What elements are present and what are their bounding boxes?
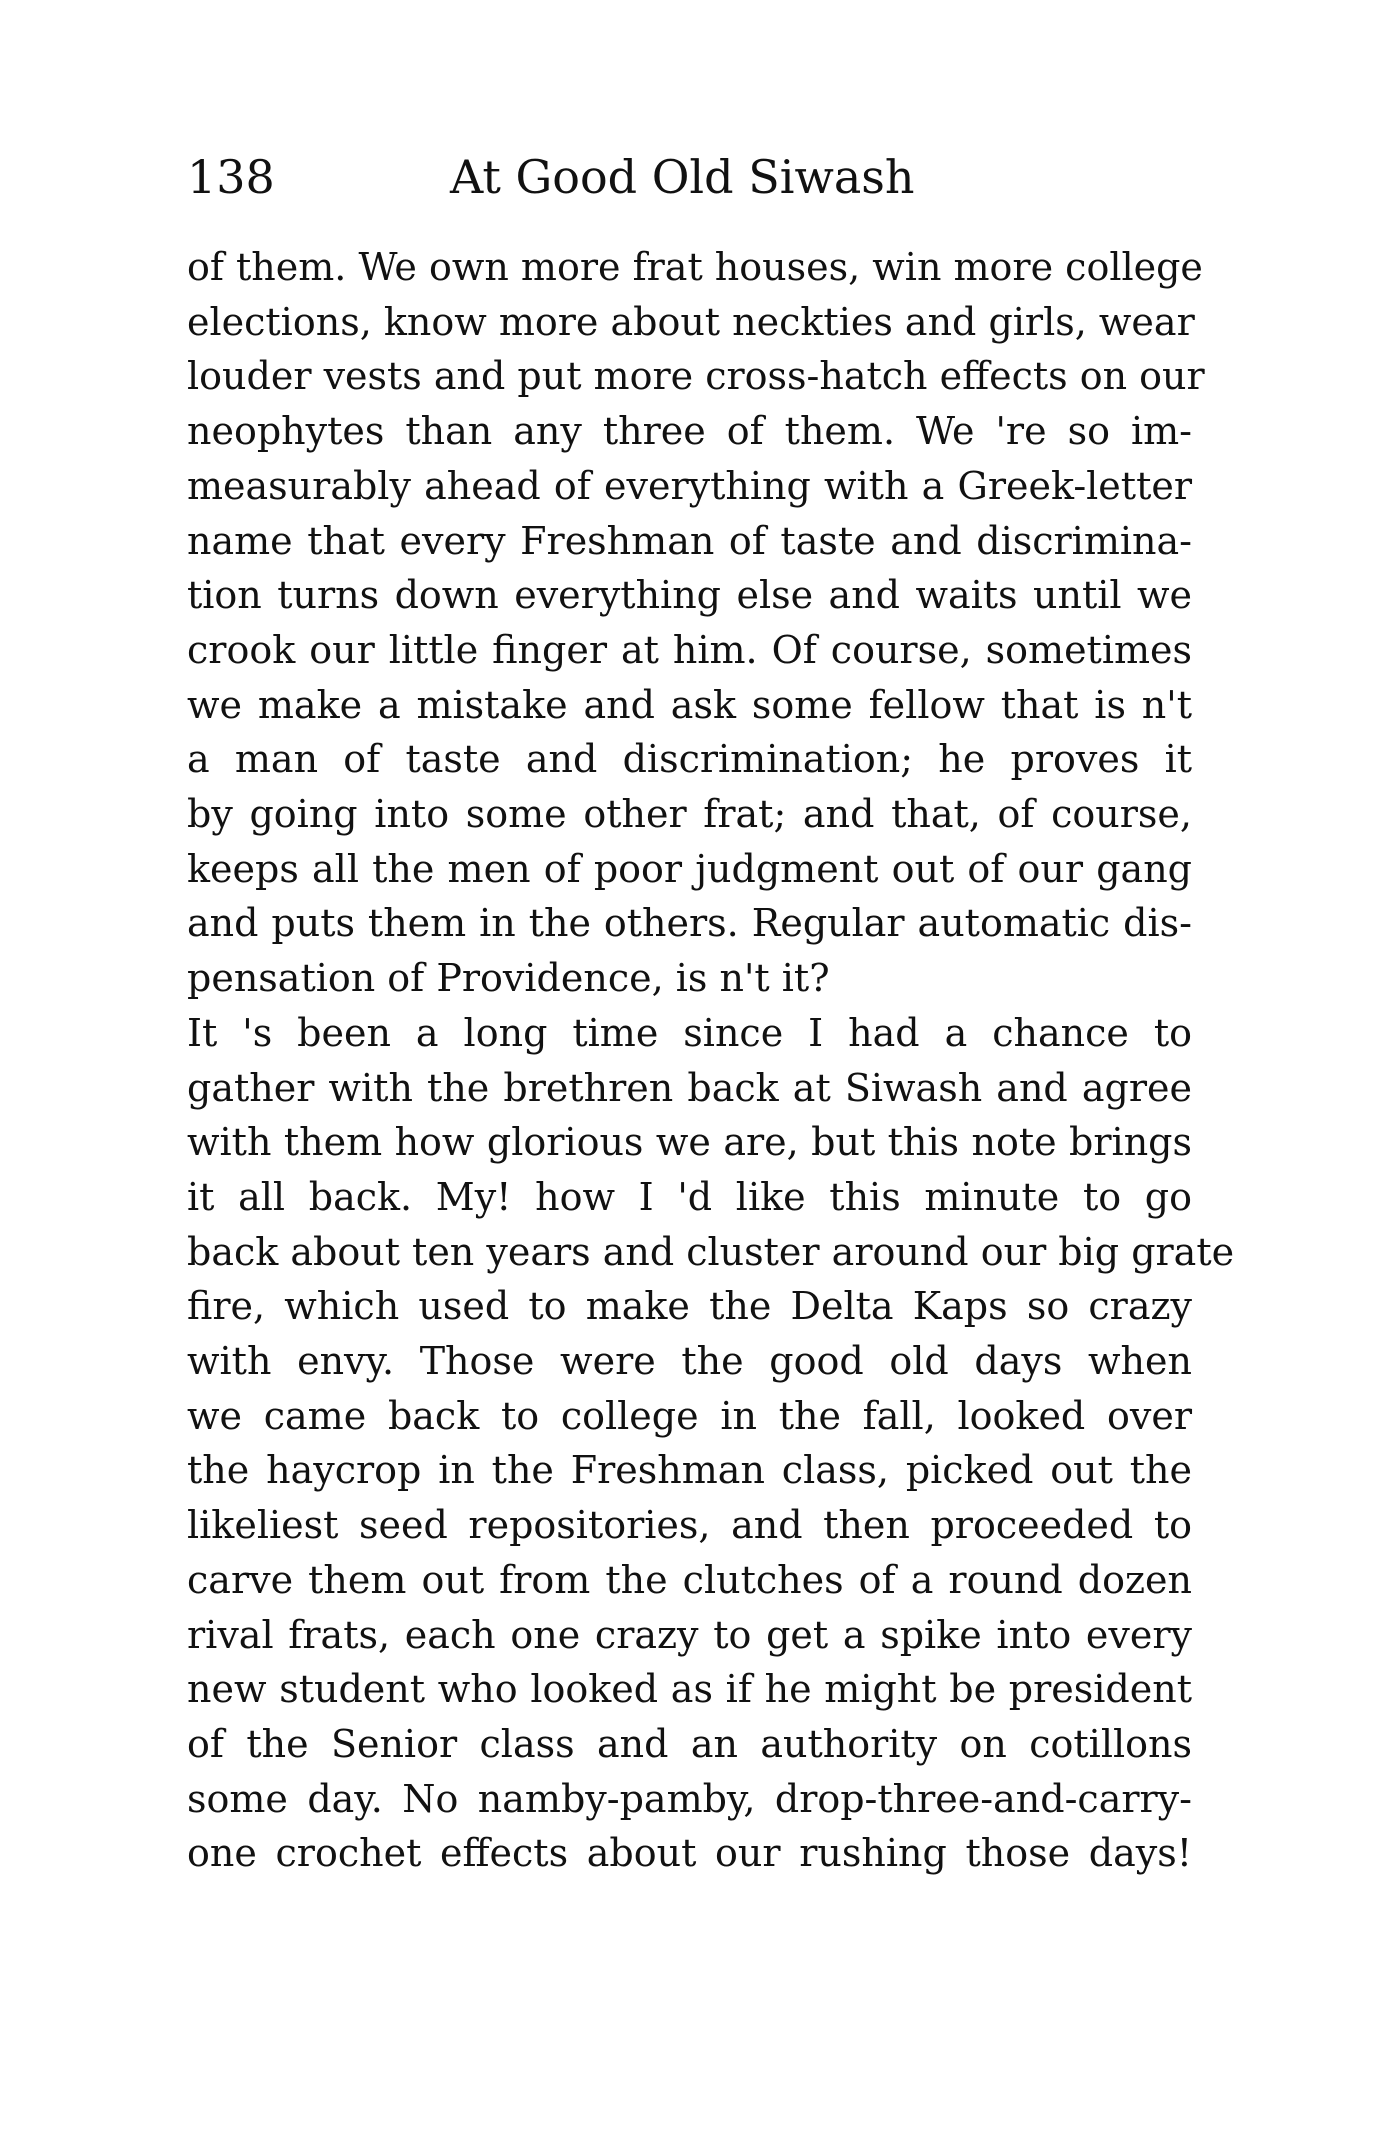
text-line: It 's been a long time since I had a chance to <box>187 1010 1192 1055</box>
text-line: crook our little finger at him. Of course, sometimes <box>187 627 1192 672</box>
text-line: tion turns down everything else and waits until we <box>187 573 1192 618</box>
text-line: fire, which used to make the Delta Kaps so crazy <box>187 1284 1192 1329</box>
text-line: name that every Freshman of taste and discrimina- <box>187 518 1192 563</box>
text-line: back about ten years and cluster around our big grate <box>187 1229 1235 1274</box>
text-line: measurably ahead of everything with a Greek-letter <box>187 463 1192 508</box>
text-line: by going into some other frat; and that, of course, <box>187 792 1192 836</box>
text-line: with them how glorious we are, but this note brings <box>187 1120 1192 1165</box>
text-line: a man of taste and discrimination; he proves it <box>187 737 1192 782</box>
text-line: keeps all the men of poor judgment out of our gang <box>187 846 1192 891</box>
text-line: we came back to college in the fall, looked over <box>187 1393 1192 1438</box>
text-line: of them. We own more frat houses, win more college <box>187 245 1203 289</box>
text-line: the haycrop in the Freshman class, picked out the <box>187 1448 1192 1493</box>
text-line: neophytes than any three of them. We 're so im- <box>187 409 1192 454</box>
text-line: gather with the brethren back at Siwash and agree <box>187 1065 1192 1110</box>
text-line: new student who looked as if he might be president <box>187 1667 1192 1712</box>
text-line: some day. No namby-pamby, drop-three-and-carry- <box>187 1776 1192 1821</box>
page-number: 138 <box>187 150 275 204</box>
text-line: elections, know more about neckties and girls, wear <box>187 299 1195 344</box>
text-line: we make a mistake and ask some fellow that is n't <box>187 682 1192 727</box>
running-title: At Good Old Siwash <box>450 150 915 204</box>
text-line: carve them out from the clutches of a round dozen <box>187 1557 1192 1602</box>
text-line: likeliest seed repositories, and then proceeded to <box>187 1503 1192 1548</box>
text-line: with envy. Those were the good old days when <box>187 1339 1192 1383</box>
text-line: and puts them in the others. Regular automatic dis- <box>187 901 1192 946</box>
text-line: rival frats, each one crazy to get a spike into every <box>187 1612 1192 1657</box>
text-line: louder vests and put more cross-hatch effects on our <box>187 354 1205 399</box>
text-line: it all back. My! how I 'd like this minute to go <box>187 1174 1192 1219</box>
text-line: one crochet effects about our rushing those days! <box>187 1831 1192 1876</box>
text-line: pensation of Providence, is n't it? <box>187 956 830 1001</box>
text-line: of the Senior class and an authority on cotillons <box>187 1721 1192 1766</box>
